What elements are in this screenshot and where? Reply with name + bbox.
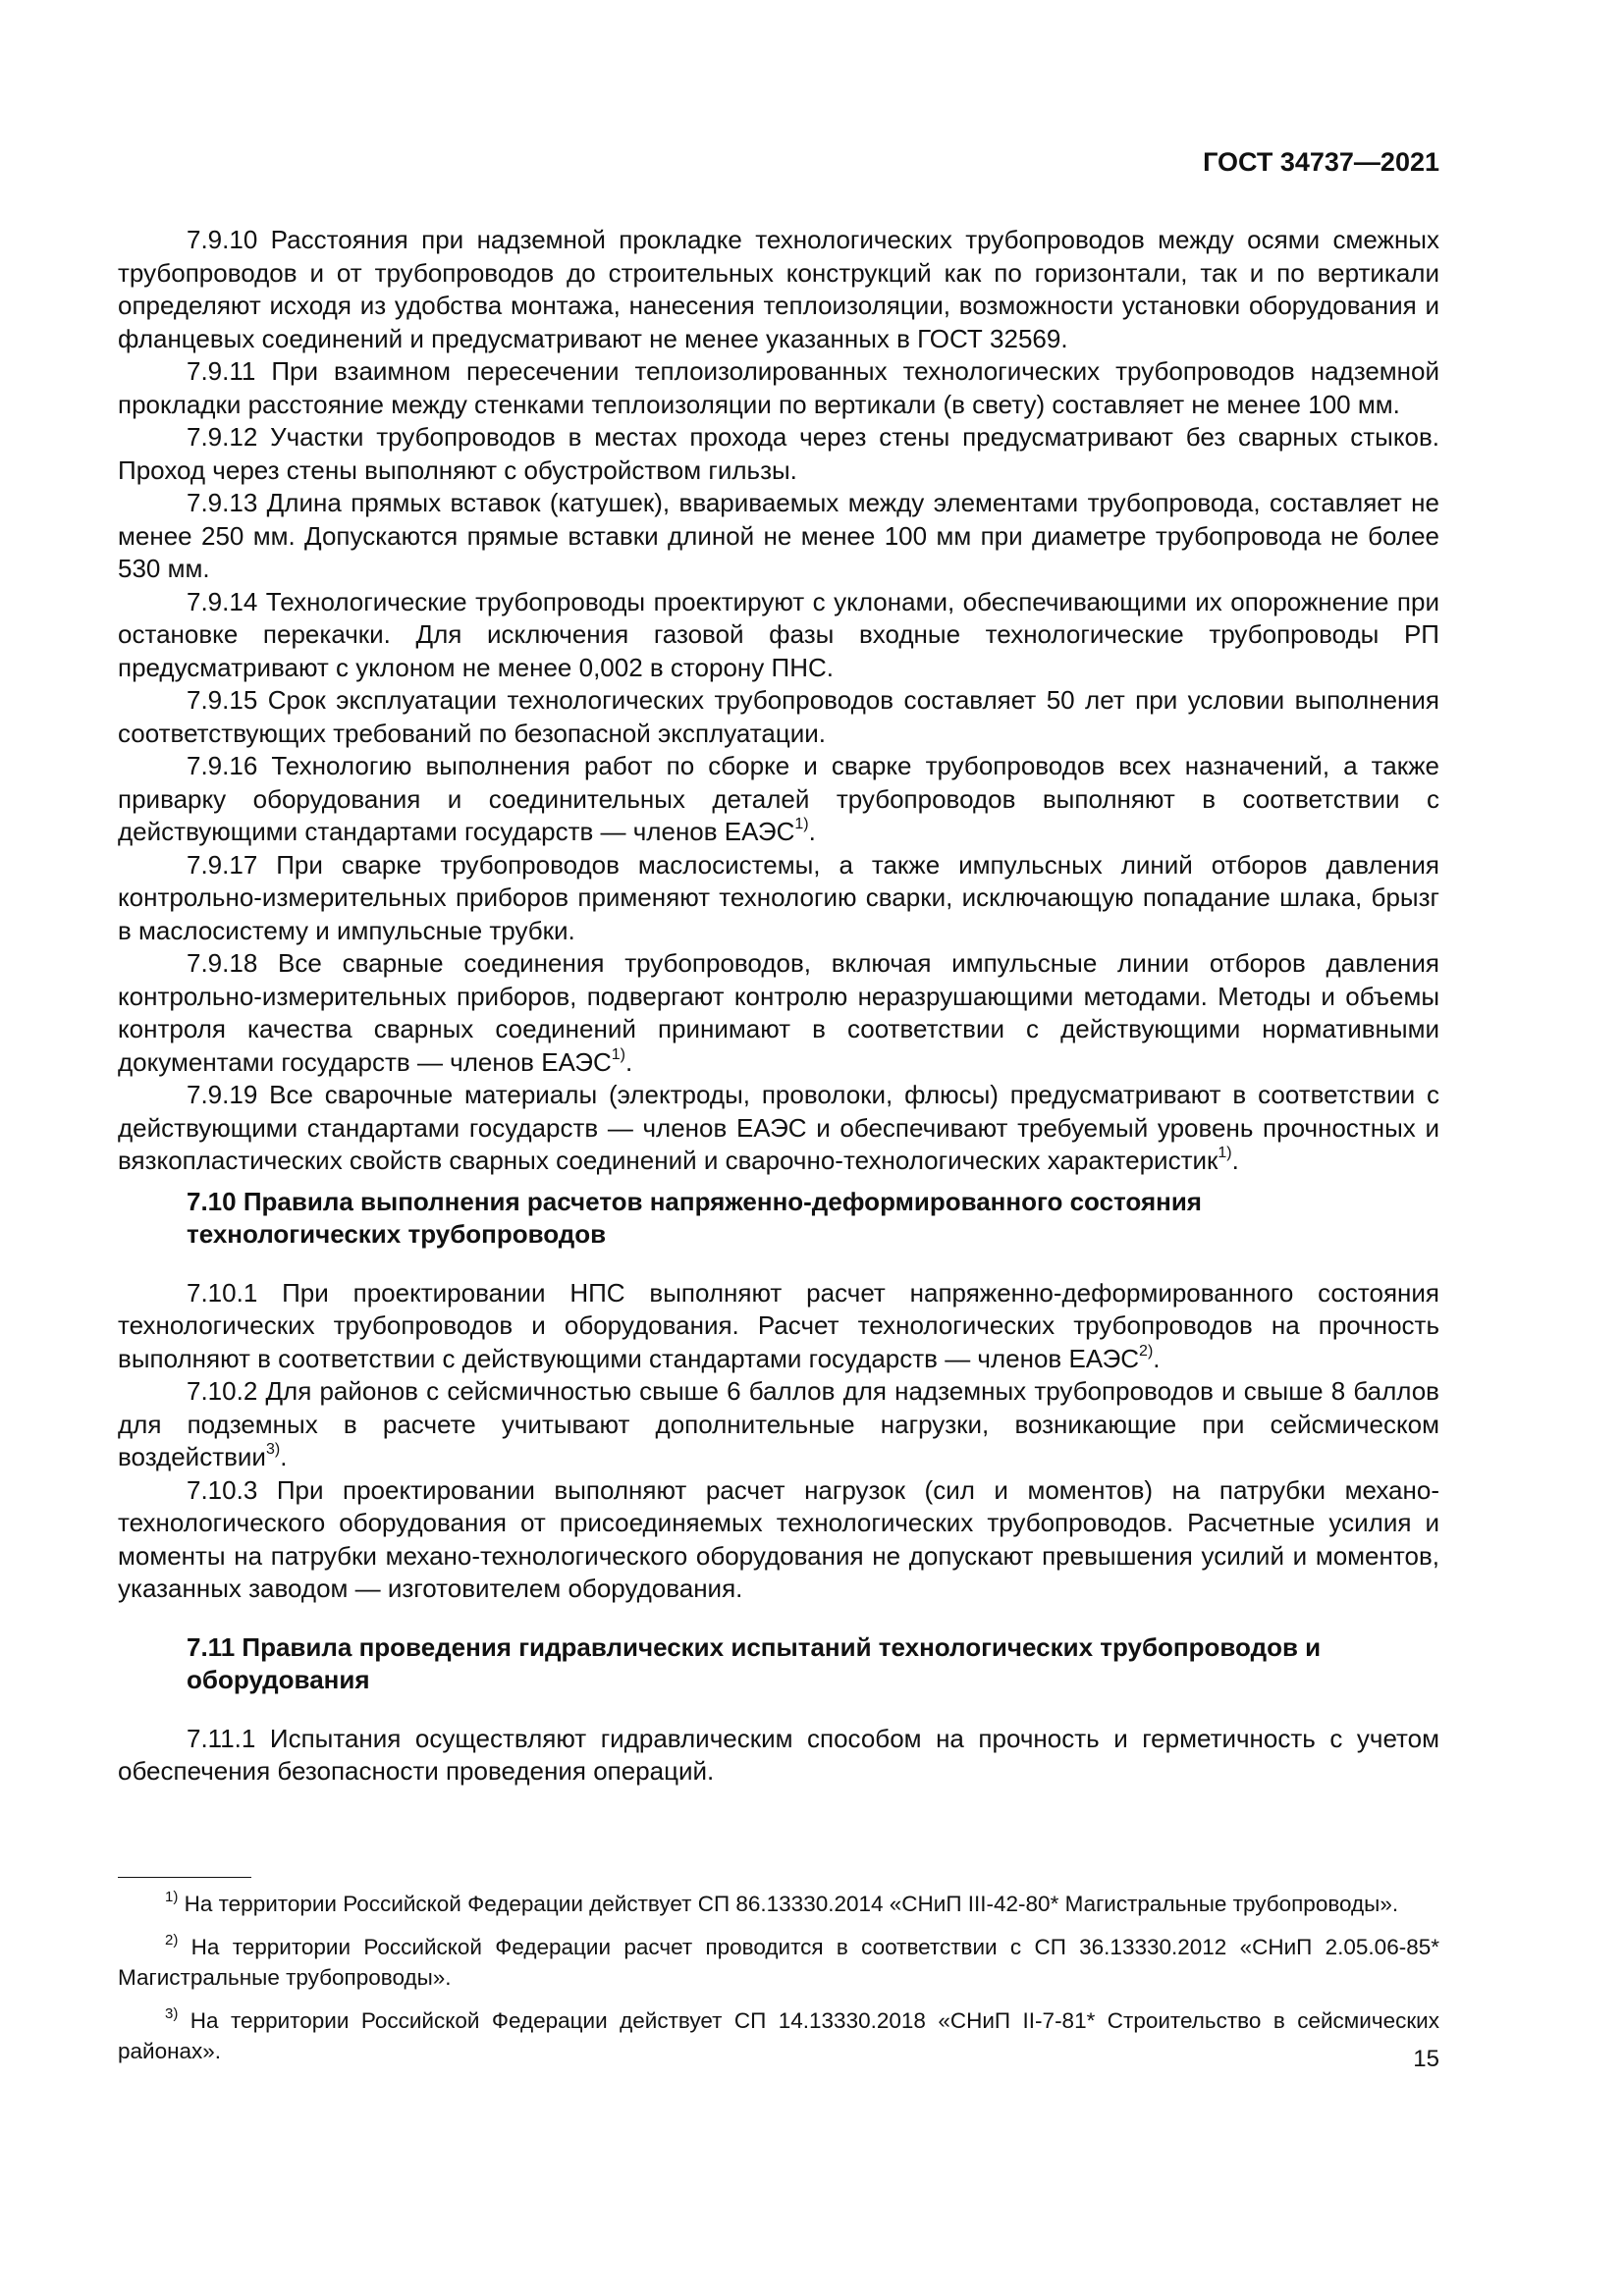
paragraph-7-9-17: 7.9.17 При сварке трубопроводов маслосистемы, а также импульсных линий отборов давления контрольно-измерительных приборов применяют технологию сварки, исключающую попадание шлака, брызг в маслосистему и импульсные трубки.	[118, 849, 1439, 945]
paragraph-7-9-16: 7.9.16 Технологию выполнения работ по сборке и сварке трубопроводов всех назначений, а также приварку оборудования и соединительных деталей трубопроводов выполняют в соответствии с действующими стандартами государств — членов ЕАЭС$^{1)}$.	[118, 751, 1439, 846]
document-body	[118, 224, 1439, 1789]
paragraph-7-11-1: 7.11.1 Испытания осуществляют гидравлическим способом на прочность и герметичность с учетом обеспечения безопасности проведения операций.	[118, 1723, 1439, 1786]
paragraph-7-10-1: 7.10.1 При проектировании НПС выполняют расчет напряженно-деформированного состояния технологических трубопроводов и оборудования. Расчет технологических трубопроводов на прочность выполняют в соответствии с действующими стандартами государств — членов ЕАЭС$^{2)}$.	[118, 1277, 1439, 1373]
footnote-ref: 3)	[265, 1441, 281, 1459]
paragraph-7-9-10: 7.9.10 Расстояния при надземной прокладке технологических трубопроводов между осями смежных трубопроводов и от трубопроводов до строительных конструкций как по горизонтали, так и по вертикали определяют исходя из удобства монтажа, нанесения теплоизоляции, возможности установки оборудования и фланцевых соединений и предусматривают не менее указанных в ГОСТ 32569.	[118, 225, 1439, 353]
paragraph-7-9-15: 7.9.15 Срок эксплуатации технологических трубопроводов составляет 50 лет при условии выполнения соответствующих требований по безопасной эксплуатации.	[118, 685, 1439, 748]
paragraph-7-10-3: 7.10.3 При проектировании выполняют расчет нагрузок (сил и моментов) на патрубки механо-технологического оборудования от присоединяемых технологических трубопроводов. Расчетные усилия и моменты на патрубки механо-технологического оборудования не допускают превышения усилий и моментов, указанных заводом — изготовителем оборудования.	[118, 1474, 1439, 1603]
footnote-ref: 2)	[1139, 1342, 1154, 1360]
section-heading-7-11: 7.11 Правила проведения гидравлических испытаний технологических трубопроводов и оборудования	[187, 1631, 1322, 1694]
paragraph-7-10-2: 7.10.2 Для районов с сейсмичностью свыше 6 баллов для надземных трубопроводов и свыше 8 баллов для подземных в расчете учитывают дополнительные нагрузки, возникающие при сейсмическом воздействии$^{3)}$.	[118, 1376, 1439, 1471]
footnote-separator	[118, 1877, 251, 1878]
footnote-ref: 1)	[611, 1045, 626, 1063]
paragraph-7-9-12: 7.9.12 Участки трубопроводов в местах прохода через стены предусматривают без сварных стыков. Проход через стены выполняют с обустройством гильзы.	[118, 422, 1439, 485]
paragraph-7-9-11: 7.9.11 При взаимном пересечении теплоизолированных технологических трубопроводов надземной прокладки расстояние между стенками теплоизоляции по вертикали (в свету) составляет не менее 100 мм.	[118, 356, 1439, 419]
document-code-header: ГОСТ 34737—2021	[1203, 147, 1439, 177]
footnote-1: $^{1)}$ На территории Российской Федерации действует СП 86.13330.2014 «СНиП III-42-80* Магистральные трубопроводы».	[165, 1888, 1399, 1916]
page-number: 15	[1413, 2046, 1439, 2072]
footnote-3: $^{3)}$ На территории Российской Федерации действует СП 14.13330.2018 «СНиП II-7-81* Строительство в сейсмических районах».	[118, 2004, 1439, 2063]
section-heading-7-10: 7.10 Правила выполнения расчетов напряженно-деформированного состояния технологических трубопроводов	[187, 1186, 1202, 1249]
footnote-2: $^{2)}$ На территории Российской Федерации расчет проводится в соответствии с СП 36.13330.2012 «СНиП 2.05.06-85* Магистральные трубопроводы».	[118, 1931, 1439, 1990]
footnote-ref: 1)	[1218, 1145, 1232, 1162]
footnotes	[118, 1889, 1439, 2079]
footnote-ref: 1)	[794, 816, 809, 833]
paragraph-7-9-14: 7.9.14 Технологические трубопроводы проектируют с уклонами, обеспечивающими их опорожнение при остановке перекачки. Для исключения газовой фазы входные технологические трубопроводы РП предусматривают с уклоном не менее 0,002 в сторону ПНС.	[118, 586, 1439, 682]
paragraph-7-9-19: 7.9.19 Все сварочные материалы (электроды, проволоки, флюсы) предусматривают в соответствии с действующими стандартами государств — членов ЕАЭС и обеспечивают требуемый уровень прочностных и вязкопластических свойств сварных соединений и сварочно-технологических характеристик$^{1)}$.	[118, 1080, 1439, 1175]
paragraph-7-9-13: 7.9.13 Длина прямых вставок (катушек), ввариваемых между элементами трубопровода, составляет не менее 250 мм. Допускаются прямые вставки длиной не менее 100 мм при диаметре трубопровода не более 530 мм.	[118, 488, 1439, 583]
paragraph-7-9-18: 7.9.18 Все сварные соединения трубопроводов, включая импульсные линии отборов давления контрольно-измерительных приборов, подвергают контролю неразрушающими методами. Методы и объемы контроля качества сварных соединений принимают в соответствии с действующими нормативными документами государств — членов ЕАЭС$^{1)}$.	[118, 948, 1439, 1077]
